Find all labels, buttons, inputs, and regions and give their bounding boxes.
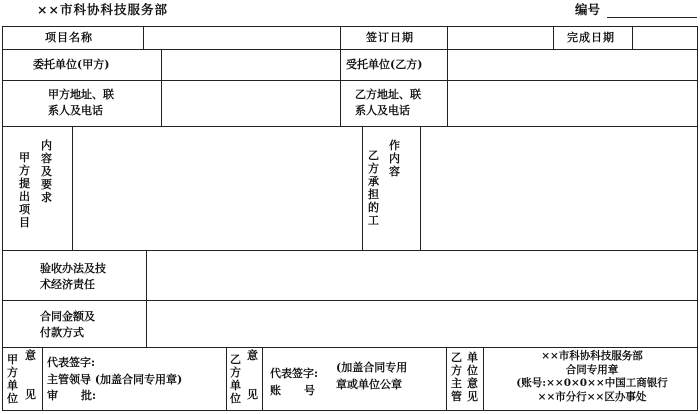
party-b-field[interactable] [448, 50, 696, 79]
party-a-field[interactable] [162, 50, 339, 79]
party-b-signature-block: 代表签字: 账 号 [270, 367, 319, 397]
acceptance-field[interactable] [147, 251, 696, 299]
party-b-seal-note: (加盖合同专用 章或单位公章 [336, 361, 408, 391]
party-b-supervisor-stamp: ××市科协科技服务部 合同专用章 (账号:××0×0××中国工商银行 ××市分行××区办事处 [516, 350, 668, 403]
party-b-opinion-label-2: 意 见 [247, 349, 258, 401]
acceptance-label: 验收办法及技 术经济责任 [40, 262, 106, 291]
party-a-signature-field[interactable] [43, 348, 225, 409]
party-b-opinion-label: 乙 方 单 位 [230, 353, 241, 405]
project-name-label: 项目名称 [45, 31, 93, 44]
party-b-label: 受托单位(乙方) [346, 58, 423, 71]
payment-label: 合同金额及 付款方式 [40, 310, 95, 339]
party-b-supervisor-label: 乙 方 主 管 [451, 351, 462, 403]
party-a-requirements-label: 甲 方 提 出 项 目 [19, 151, 30, 229]
party-a-contact-label: 甲方地址、联 系人及电话 [48, 88, 114, 117]
party-a-requirements-field[interactable] [73, 127, 361, 249]
department-title: ××市科协科技服务部 [37, 2, 168, 17]
party-b-supervisor-label-2: 单 位 意 见 [467, 351, 478, 403]
sign-date-field[interactable] [448, 27, 552, 49]
party-b-contact-label: 乙方地址、联 系人及电话 [355, 88, 421, 117]
party-a-opinion-label: 甲 方 单 位 [7, 353, 18, 405]
sign-date-label: 签订日期 [366, 31, 414, 44]
party-b-contact-field[interactable] [448, 81, 696, 125]
party-b-work-label-2: 作 内 容 [389, 139, 400, 178]
party-a-signature-block: 代表签字: 主管领导 (加盖合同专用章) 审 批: [47, 356, 183, 402]
completion-date-field[interactable] [633, 27, 696, 49]
number-label: 编号 [575, 2, 601, 17]
party-b-work-label: 乙 方 承 担 的 工 [368, 149, 379, 227]
party-a-contact-field[interactable] [162, 81, 339, 125]
project-name-field[interactable] [144, 27, 339, 49]
party-a-requirements-label-2: 内 容 及 要 求 [41, 139, 52, 204]
number-field[interactable] [607, 2, 697, 17]
party-b-signature-field[interactable] [263, 348, 445, 409]
completion-date-label: 完成日期 [567, 31, 615, 44]
party-a-label: 委托单位(甲方) [33, 58, 110, 71]
party-b-work-field[interactable] [421, 127, 696, 249]
payment-field[interactable] [147, 301, 696, 346]
party-a-opinion-label-2: 意 见 [25, 349, 36, 401]
number-underline [607, 17, 697, 18]
